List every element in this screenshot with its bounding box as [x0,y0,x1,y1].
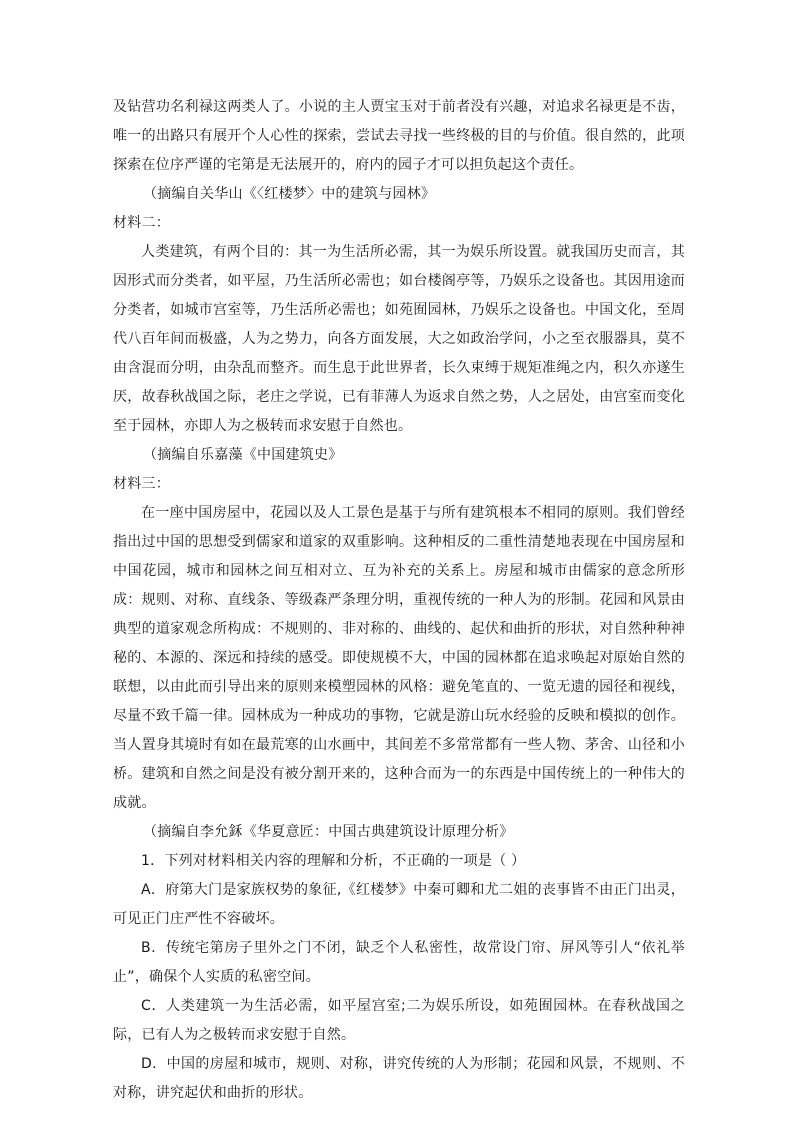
material3-paragraph: 在一座中国房屋中，花园以及人工景色是基于与所有建筑根本不相同的原则。我们曾经指出过中国的思想受到儒家和道家的双重影响。这种相反的二重性清楚地表现在中国房屋和中国花园，城市和园林之间互相对立、互为补充的关系上。房屋和城市由儒家的意念所形成：规则、对称、直线条、等级森严条理分明，重视传统的一种人为的形制。花园和风景由典型的道家观念所构成：不规则的、非对称的、曲线的、起伏和曲折的形状，对自然种种神秘的、本源的、深远和持续的感受。即使规模不大，中国的园林都在追求唤起对原始自然的联想，以由此而引导出来的原则来模塑园林的风格：避免笔直的、一览无遗的园径和视线，尽量不致千篇一律。园林成为一种成功的事物，它就是游山玩水经验的反映和模拟的创作。当人置身其境时有如在最荒寒的山水画中，其间差不多常常都有一些人物、茅舍、山径和小桥。建筑和自然之间是没有被分割开来的，这种合而为一的东西是中国传统上的一种伟大的成就。 [113,505,685,811]
option-a: A．府第大门是家族权势的象征,《红楼梦》中秦可卿和尤二姐的丧事皆不由正门出灵，可见正门庄严性不容破坏。 [113,882,685,927]
document-body [113,93,685,1108]
material2-paragraph: 人类建筑，有两个目的：其一为生活所必需，其一为娱乐所设置。就我国历史而言，其因形式而分类者，如平屋，乃生活所必需也；如台楼阁亭等，乃娱乐之设备也。其因用途而分类者，如城市宫室等，乃生活所必需也；如苑囿园林，乃娱乐之设备也。中国文化，至周代八百年间而极盛，人为之势力，向各方面发展，大之如政治学问，小之至衣服器具，莫不由含混而分明，由杂乱而整齐。而生息于此世界者，长久束缚于规矩准绳之内，积久亦遂生厌，故春秋战国之际，老庄之学说，已有菲薄人为返求自然之势，人之居处，由宫室而变化至于园林，亦即人为之极转而求安慰于自然也。 [113,244,685,434]
citation-2: （摘编自乐嘉藻《中国建筑史》 [143,447,343,463]
citation-1: （摘编自关华山《〈红楼梦〉中的建筑与园林》 [143,186,436,202]
option-c: C．人类建筑一为生活必需，如平屋宫室;二为娱乐所设，如苑囿园林。在春秋战国之际，已有人为之极转而求安慰于自然。 [113,998,685,1043]
citation-3: （摘编自李允鉌《华夏意匠：中国古典建筑设计原理分析》 [143,824,514,840]
material3-label: 材料三： [113,476,170,492]
option-d: D．中国的房屋和城市，规则、对称，讲究传统的人为形制；花园和风景，不规则、不对称，讲究起伏和曲折的形状。 [113,1056,685,1101]
question-1-stem: 1．下列对材料相关内容的理解和分析，不正确的一项是（ ） [141,853,526,869]
material2-label: 材料二： [113,215,170,231]
material1-paragraph-tail: 及钻营功名利禄这两类人了。小说的主人贾宝玉对于前者没有兴趣，对追求名禄更是不齿，唯一的出路只有展开个人心性的探索，尝试去寻找一些终极的目的与价值。很自然的，此项探索在位序严谨的宅第是无法展开的，府内的园子才可以担负起这个责任。 [113,99,685,173]
option-b: B．传统宅第房子里外之门不闭，缺乏个人私密性，故常设门帘、屏风等引人“依礼举止”，确保个人实质的私密空间。 [113,940,685,985]
